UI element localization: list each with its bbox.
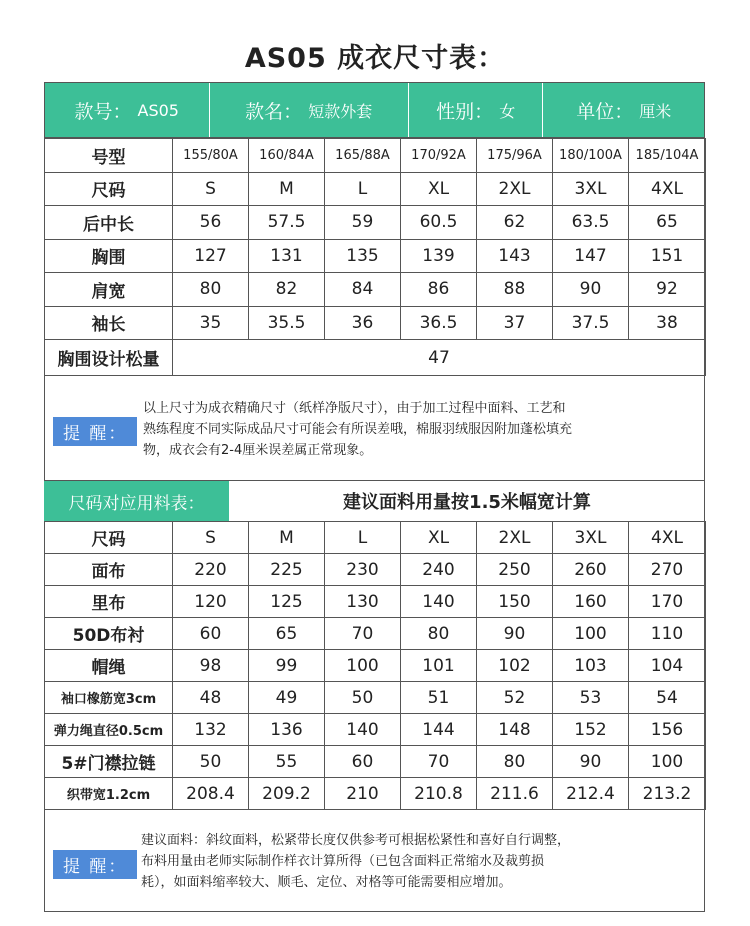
table-cell: XL — [401, 172, 477, 206]
table-cell: 35 — [173, 306, 249, 340]
row-label: 袖口橡筋宽3cm — [45, 682, 173, 714]
gender-value: 女 — [499, 101, 516, 121]
table-cell: 139 — [401, 239, 477, 273]
gender-cell — [409, 83, 544, 137]
table-cell: 2XL — [477, 522, 553, 554]
table-cell: 170/92A — [401, 139, 477, 173]
table-row — [45, 682, 706, 714]
row-label: 织带宽1.2cm — [45, 778, 173, 810]
table-cell: 148 — [477, 714, 553, 746]
reminder-line: 建议面料：斜纹面料，松紧带长度仅供参考可根据松紧性和喜好自行调整， — [141, 833, 571, 848]
reminder-line: 熟练程度不同实际成品尺寸可能会有所误差哦，棉服羽绒服因附加蓬松填充 — [143, 422, 573, 437]
reminder-line: 布料用量由老师实际制作样衣计算所得（已包含面料正常缩水及裁剪损 — [141, 854, 545, 869]
style-name-label: 款名： — [245, 100, 303, 123]
table-cell: 130 — [325, 586, 401, 618]
row-label: 面布 — [45, 554, 173, 586]
row-label: 号型 — [45, 139, 173, 173]
table-cell: 65 — [629, 206, 706, 240]
row-label: 袖长 — [45, 306, 173, 340]
table-cell: 4XL — [629, 172, 706, 206]
table-cell: 57.5 — [249, 206, 325, 240]
table-cell: 136 — [249, 714, 325, 746]
style-name-value: 短款外套 — [308, 101, 373, 121]
table-cell: 160 — [553, 586, 629, 618]
table-cell: 240 — [401, 554, 477, 586]
table-cell: 185/104A — [629, 139, 706, 173]
table-cell: 36 — [325, 306, 401, 340]
reminder-line: 耗），如面料缩率较大、顺毛、定位、对格等可能需要相应增加。 — [141, 875, 512, 890]
table-cell: 52 — [477, 682, 553, 714]
table-cell: L — [325, 172, 401, 206]
table-cell: 36.5 — [401, 306, 477, 340]
table-cell: 60.5 — [401, 206, 477, 240]
reminder-text-1 — [143, 398, 695, 461]
table-row — [45, 746, 706, 778]
table-cell: 209.2 — [249, 778, 325, 810]
table-cell: 59 — [325, 206, 401, 240]
table-cell: 90 — [553, 746, 629, 778]
size-table — [44, 138, 706, 376]
reminder-text-2 — [141, 830, 701, 893]
table-cell: 152 — [553, 714, 629, 746]
table-cell: 53 — [553, 682, 629, 714]
style-number-cell — [45, 83, 210, 137]
table-cell: 170 — [629, 586, 706, 618]
table-cell: 60 — [325, 746, 401, 778]
style-name-cell — [210, 83, 409, 137]
table-cell: 270 — [629, 554, 706, 586]
table-cell: 211.6 — [477, 778, 553, 810]
material-section-title: 建议面料用量按1.5米幅宽计算 — [343, 492, 591, 513]
table-cell: 48 — [173, 682, 249, 714]
table-row — [45, 618, 706, 650]
table-cell: 80 — [477, 746, 553, 778]
table-cell: 3XL — [553, 522, 629, 554]
row-label: 50D布衬 — [45, 618, 173, 650]
table-row — [45, 306, 706, 340]
table-cell: 120 — [173, 586, 249, 618]
table-cell: 56 — [173, 206, 249, 240]
reminder-line: 以上尺寸为成衣精确尺寸（纸样净版尺寸），由于加工过程中面料、工艺和 — [143, 401, 566, 416]
table-cell: 131 — [249, 239, 325, 273]
row-label: 肩宽 — [45, 273, 173, 307]
table-cell: 70 — [325, 618, 401, 650]
table-cell: 49 — [249, 682, 325, 714]
table-cell: 2XL — [477, 172, 553, 206]
table-cell: 92 — [629, 273, 706, 307]
table-cell: 125 — [249, 586, 325, 618]
page-title: AS05 成衣尺寸表： — [244, 43, 506, 74]
table-row — [45, 273, 706, 307]
material-section-header — [44, 481, 705, 521]
table-cell: 127 — [173, 239, 249, 273]
table-cell: 100 — [553, 618, 629, 650]
table-cell: 147 — [553, 239, 629, 273]
table-cell: 132 — [173, 714, 249, 746]
table-cell: 140 — [325, 714, 401, 746]
table-cell: 80 — [173, 273, 249, 307]
table-cell: 90 — [477, 618, 553, 650]
reminder-badge-2: 提 醒： — [53, 850, 137, 879]
table-cell: 90 — [553, 273, 629, 307]
table-cell: M — [249, 172, 325, 206]
ease-label: 胸围设计松量 — [45, 340, 173, 376]
row-label: 5#门襟拉链 — [45, 746, 173, 778]
table-cell: 37 — [477, 306, 553, 340]
table-cell: 98 — [173, 650, 249, 682]
style-number-value: AS05 — [137, 100, 179, 120]
table-cell: S — [173, 172, 249, 206]
unit-value: 厘米 — [639, 101, 672, 121]
row-label: 后中长 — [45, 206, 173, 240]
table-cell: 135 — [325, 239, 401, 273]
table-cell: 104 — [629, 650, 706, 682]
table-cell: 62 — [477, 206, 553, 240]
table-cell: 140 — [401, 586, 477, 618]
reminder-badge-1: 提 醒： — [53, 417, 137, 446]
row-label: 尺码 — [45, 522, 173, 554]
table-row — [45, 778, 706, 810]
table-cell: 160/84A — [249, 139, 325, 173]
row-label: 帽绳 — [45, 650, 173, 682]
header-bar — [44, 82, 705, 138]
row-label: 胸围 — [45, 239, 173, 273]
table-row — [45, 714, 706, 746]
table-cell: 150 — [477, 586, 553, 618]
table-cell: L — [325, 522, 401, 554]
table-cell: 84 — [325, 273, 401, 307]
unit-cell — [543, 83, 704, 137]
table-cell: 65 — [249, 618, 325, 650]
table-cell: 88 — [477, 273, 553, 307]
material-section-label: 尺码对应用料表： — [44, 481, 229, 521]
table-cell: 151 — [629, 239, 706, 273]
row-label: 里布 — [45, 586, 173, 618]
table-cell: XL — [401, 522, 477, 554]
table-cell: 100 — [325, 650, 401, 682]
row-label: 尺码 — [45, 172, 173, 206]
table-cell: 4XL — [629, 522, 706, 554]
table-row — [45, 206, 706, 240]
reminder-line: 物，成衣会有2-4厘米误差属正常现象。 — [143, 443, 373, 458]
table-cell: 80 — [401, 618, 477, 650]
table-cell: 110 — [629, 618, 706, 650]
table-cell: 100 — [629, 746, 706, 778]
table-row — [45, 172, 706, 206]
ease-value: 47 — [173, 340, 706, 376]
row-label: 弹力绳直径0.5cm — [45, 714, 173, 746]
table-cell: 60 — [173, 618, 249, 650]
table-cell: 143 — [477, 239, 553, 273]
table-cell: 225 — [249, 554, 325, 586]
table-cell: 260 — [553, 554, 629, 586]
table-cell: 165/88A — [325, 139, 401, 173]
table-cell: 70 — [401, 746, 477, 778]
table-cell: 155/80A — [173, 139, 249, 173]
table-row — [45, 586, 706, 618]
table-cell: 212.4 — [553, 778, 629, 810]
table-cell: 54 — [629, 682, 706, 714]
table-cell: 210.8 — [401, 778, 477, 810]
table-cell: 102 — [477, 650, 553, 682]
table-row — [45, 650, 706, 682]
table-cell: 51 — [401, 682, 477, 714]
table-cell: 156 — [629, 714, 706, 746]
material-table — [44, 521, 706, 810]
table-row — [45, 139, 706, 173]
table-cell: 38 — [629, 306, 706, 340]
table-cell: 50 — [325, 682, 401, 714]
gender-label: 性别： — [436, 100, 494, 123]
table-row — [45, 522, 706, 554]
table-cell: 175/96A — [477, 139, 553, 173]
table-cell: 250 — [477, 554, 553, 586]
table-cell: 208.4 — [173, 778, 249, 810]
table-cell: M — [249, 522, 325, 554]
table-cell: 99 — [249, 650, 325, 682]
unit-label: 单位： — [576, 100, 634, 123]
table-cell: 3XL — [553, 172, 629, 206]
table-cell: 210 — [325, 778, 401, 810]
style-number-label: 款号： — [74, 100, 132, 123]
table-cell: 63.5 — [553, 206, 629, 240]
table-row — [45, 554, 706, 586]
table-cell: 55 — [249, 746, 325, 778]
table-cell: 213.2 — [629, 778, 706, 810]
table-cell: 220 — [173, 554, 249, 586]
table-cell: 35.5 — [249, 306, 325, 340]
ease-row — [45, 340, 706, 376]
table-cell: 82 — [249, 273, 325, 307]
table-cell: 50 — [173, 746, 249, 778]
table-cell: 101 — [401, 650, 477, 682]
table-cell: 180/100A — [553, 139, 629, 173]
table-cell: S — [173, 522, 249, 554]
table-cell: 86 — [401, 273, 477, 307]
table-cell: 37.5 — [553, 306, 629, 340]
table-cell: 230 — [325, 554, 401, 586]
table-cell: 103 — [553, 650, 629, 682]
table-cell: 144 — [401, 714, 477, 746]
table-row — [45, 239, 706, 273]
